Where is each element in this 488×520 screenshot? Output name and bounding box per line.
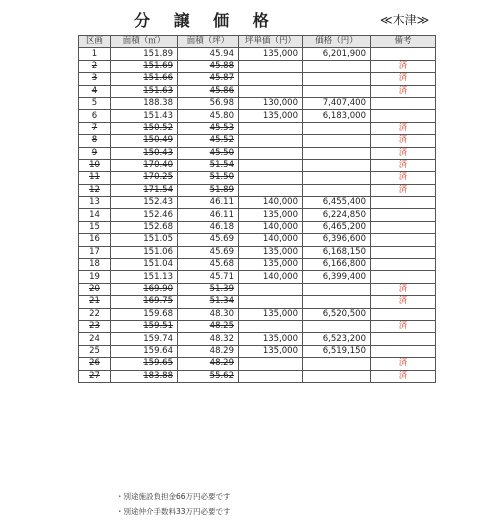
lot-number-cell: 1 [79,48,111,60]
remarks-cell: 済 [371,135,436,147]
table-row [79,259,436,271]
unit-price-cell: 135,000 [239,259,303,271]
table-row [79,172,436,184]
price-cell [303,172,371,184]
unit-price-cell [239,370,303,382]
remarks-cell: 済 [371,370,436,382]
table-row [79,209,436,221]
lot-number-cell: 16 [79,234,111,246]
header-area-tsubo: 面積（坪） [178,36,239,48]
price-cell: 6,455,400 [303,197,371,209]
unit-price-cell: 140,000 [239,197,303,209]
remarks-cell [371,221,436,233]
unit-price-cell: 135,000 [239,110,303,122]
unit-price-cell [239,122,303,134]
header-lot-number: 区画 [79,36,111,48]
price-cell [303,358,371,370]
area-tsubo-cell: 55.62 [178,370,239,382]
lot-number-cell: 18 [79,259,111,271]
area-tsubo-cell: 45.94 [178,48,239,60]
price-cell: 6,166,800 [303,259,371,271]
table-row [79,308,436,320]
price-cell [303,122,371,134]
table-row [79,122,436,134]
area-tsubo-cell: 45.86 [178,85,239,97]
table-row [79,135,436,147]
table-row [79,73,436,85]
lot-number-cell: 5 [79,97,111,109]
area-tsubo-cell: 45.53 [178,122,239,134]
remarks-cell: 済 [371,172,436,184]
lot-number-cell: 6 [79,110,111,122]
lot-number-cell: 4 [79,85,111,97]
area-tsubo-cell: 45.50 [178,147,239,159]
area-sqm-cell: 152.43 [111,197,178,209]
lot-number-cell: 21 [79,296,111,308]
unit-price-cell [239,283,303,295]
remarks-cell: 済 [371,296,436,308]
remarks-cell [371,271,436,283]
price-cell [303,184,371,196]
header-remarks: 備考 [371,36,436,48]
price-cell: 7,407,400 [303,97,371,109]
unit-price-cell: 135,000 [239,345,303,357]
price-cell: 6,396,600 [303,234,371,246]
area-sqm-cell: 159.68 [111,308,178,320]
lot-number-cell: 24 [79,333,111,345]
lot-number-cell: 23 [79,320,111,332]
lot-number-cell: 8 [79,135,111,147]
remarks-cell [371,333,436,345]
price-cell: 6,168,150 [303,246,371,258]
lot-number-cell: 20 [79,283,111,295]
remarks-cell: 済 [371,73,436,85]
remarks-cell: 済 [371,60,436,72]
lot-number-cell: 19 [79,271,111,283]
area-tsubo-cell: 45.52 [178,135,239,147]
table-row [79,283,436,295]
price-cell [303,320,371,332]
area-sqm-cell: 151.43 [111,110,178,122]
unit-price-cell [239,296,303,308]
lot-number-cell: 12 [79,184,111,196]
page-title: 分 譲 価 格 [134,11,278,30]
table-row [79,234,436,246]
table-row [79,370,436,382]
price-cell: 6,399,400 [303,271,371,283]
price-cell [303,296,371,308]
price-cell: 6,519,150 [303,345,371,357]
area-sqm-cell: 170.25 [111,172,178,184]
remarks-cell: 済 [371,85,436,97]
lot-number-cell: 9 [79,147,111,159]
area-tsubo-cell: 46.11 [178,209,239,221]
unit-price-cell [239,147,303,159]
notes [116,489,231,519]
area-sqm-cell: 151.63 [111,85,178,97]
unit-price-cell: 140,000 [239,234,303,246]
remarks-cell [371,209,436,221]
table-row [79,271,436,283]
lot-number-cell: 2 [79,60,111,72]
unit-price-cell: 135,000 [239,48,303,60]
area-sqm-cell: 159.74 [111,333,178,345]
area-sqm-cell: 150.43 [111,147,178,159]
price-cell [303,283,371,295]
area-tsubo-cell: 45.80 [178,110,239,122]
remarks-cell [371,110,436,122]
table-row [79,320,436,332]
area-tsubo-cell: 48.29 [178,358,239,370]
remarks-cell [371,308,436,320]
table-row [79,60,436,72]
area-sqm-cell: 150.52 [111,122,178,134]
table-row [79,197,436,209]
table-row [79,184,436,196]
area-tsubo-cell: 51.89 [178,184,239,196]
table-row [79,97,436,109]
lot-number-cell: 14 [79,209,111,221]
unit-price-cell: 135,000 [239,333,303,345]
header-unit-price: 坪単価（円） [239,36,303,48]
remarks-cell: 済 [371,358,436,370]
price-table [78,35,436,383]
area-tsubo-cell: 45.68 [178,259,239,271]
price-cell [303,135,371,147]
price-cell: 6,465,200 [303,221,371,233]
lot-number-cell: 17 [79,246,111,258]
remarks-cell: 済 [371,184,436,196]
area-sqm-cell: 152.46 [111,209,178,221]
lot-number-cell: 15 [79,221,111,233]
location-label: ≪木津≫ [380,13,430,27]
area-tsubo-cell: 56.98 [178,97,239,109]
remarks-cell [371,345,436,357]
table-row [79,110,436,122]
area-tsubo-cell: 51.54 [178,159,239,171]
area-sqm-cell: 170.40 [111,159,178,171]
table-body [79,48,436,383]
area-sqm-cell: 151.05 [111,234,178,246]
unit-price-cell: 135,000 [239,209,303,221]
area-sqm-cell: 152.68 [111,221,178,233]
area-sqm-cell: 151.06 [111,246,178,258]
area-tsubo-cell: 46.18 [178,221,239,233]
area-tsubo-cell: 48.30 [178,308,239,320]
remarks-cell [371,259,436,271]
unit-price-cell [239,320,303,332]
area-sqm-cell: 159.64 [111,345,178,357]
area-sqm-cell: 151.66 [111,73,178,85]
remarks-cell [371,197,436,209]
unit-price-cell: 135,000 [239,308,303,320]
header-area-sqm: 面積（㎡） [111,36,178,48]
remarks-cell: 済 [371,122,436,134]
area-sqm-cell: 159.65 [111,358,178,370]
price-cell [303,73,371,85]
table-row [79,147,436,159]
area-tsubo-cell: 45.71 [178,271,239,283]
price-cell [303,85,371,97]
area-tsubo-cell: 48.25 [178,320,239,332]
unit-price-cell [239,358,303,370]
table-row [79,296,436,308]
price-cell: 6,520,500 [303,308,371,320]
lot-number-cell: 25 [79,345,111,357]
area-sqm-cell: 150.49 [111,135,178,147]
area-sqm-cell: 159.51 [111,320,178,332]
area-tsubo-cell: 51.50 [178,172,239,184]
area-tsubo-cell: 48.32 [178,333,239,345]
header-price: 価格（円） [303,36,371,48]
lot-number-cell: 13 [79,197,111,209]
unit-price-cell: 140,000 [239,271,303,283]
area-tsubo-cell: 45.87 [178,73,239,85]
unit-price-cell [239,85,303,97]
area-sqm-cell: 183.88 [111,370,178,382]
price-cell [303,159,371,171]
lot-number-cell: 3 [79,73,111,85]
table-row [79,246,436,258]
unit-price-cell [239,60,303,72]
table-row [79,85,436,97]
unit-price-cell [239,184,303,196]
remarks-cell: 済 [371,283,436,295]
area-tsubo-cell: 45.69 [178,246,239,258]
lot-number-cell: 22 [79,308,111,320]
area-sqm-cell: 169.90 [111,283,178,295]
lot-number-cell: 10 [79,159,111,171]
area-sqm-cell: 151.13 [111,271,178,283]
price-cell: 6,523,200 [303,333,371,345]
unit-price-cell: 130,000 [239,97,303,109]
unit-price-cell: 135,000 [239,246,303,258]
table-row [79,345,436,357]
price-cell [303,147,371,159]
table-row [79,333,436,345]
table-row [79,221,436,233]
note-facility-fee: ・別途施設負担金66万円必要です [116,492,231,501]
area-sqm-cell: 151.04 [111,259,178,271]
area-tsubo-cell: 48.29 [178,345,239,357]
area-sqm-cell: 169.75 [111,296,178,308]
remarks-cell: 済 [371,147,436,159]
area-sqm-cell: 188.38 [111,97,178,109]
lot-number-cell: 27 [79,370,111,382]
area-sqm-cell: 151.89 [111,48,178,60]
unit-price-cell: 140,000 [239,221,303,233]
area-tsubo-cell: 51.34 [178,296,239,308]
price-cell [303,370,371,382]
lot-number-cell: 11 [79,172,111,184]
price-cell: 6,201,900 [303,48,371,60]
lot-number-cell: 26 [79,358,111,370]
table-row [79,159,436,171]
price-cell [303,60,371,72]
price-cell: 6,224,850 [303,209,371,221]
unit-price-cell [239,159,303,171]
area-sqm-cell: 151.69 [111,60,178,72]
remarks-cell [371,246,436,258]
remarks-cell [371,48,436,60]
area-tsubo-cell: 45.69 [178,234,239,246]
area-sqm-cell: 171.54 [111,184,178,196]
table-row [79,48,436,60]
unit-price-cell [239,172,303,184]
area-tsubo-cell: 46.11 [178,197,239,209]
area-tsubo-cell: 51.39 [178,283,239,295]
price-cell: 6,183,000 [303,110,371,122]
area-tsubo-cell: 45.88 [178,60,239,72]
unit-price-cell [239,73,303,85]
lot-number-cell: 7 [79,122,111,134]
remarks-cell [371,97,436,109]
remarks-cell [371,234,436,246]
remarks-cell: 済 [371,159,436,171]
table-row [79,358,436,370]
document-header [0,8,488,30]
remarks-cell: 済 [371,320,436,332]
unit-price-cell [239,135,303,147]
table-header-row [79,36,436,48]
note-brokerage-fee: ・別途仲介手数料33万円必要です [116,507,231,516]
